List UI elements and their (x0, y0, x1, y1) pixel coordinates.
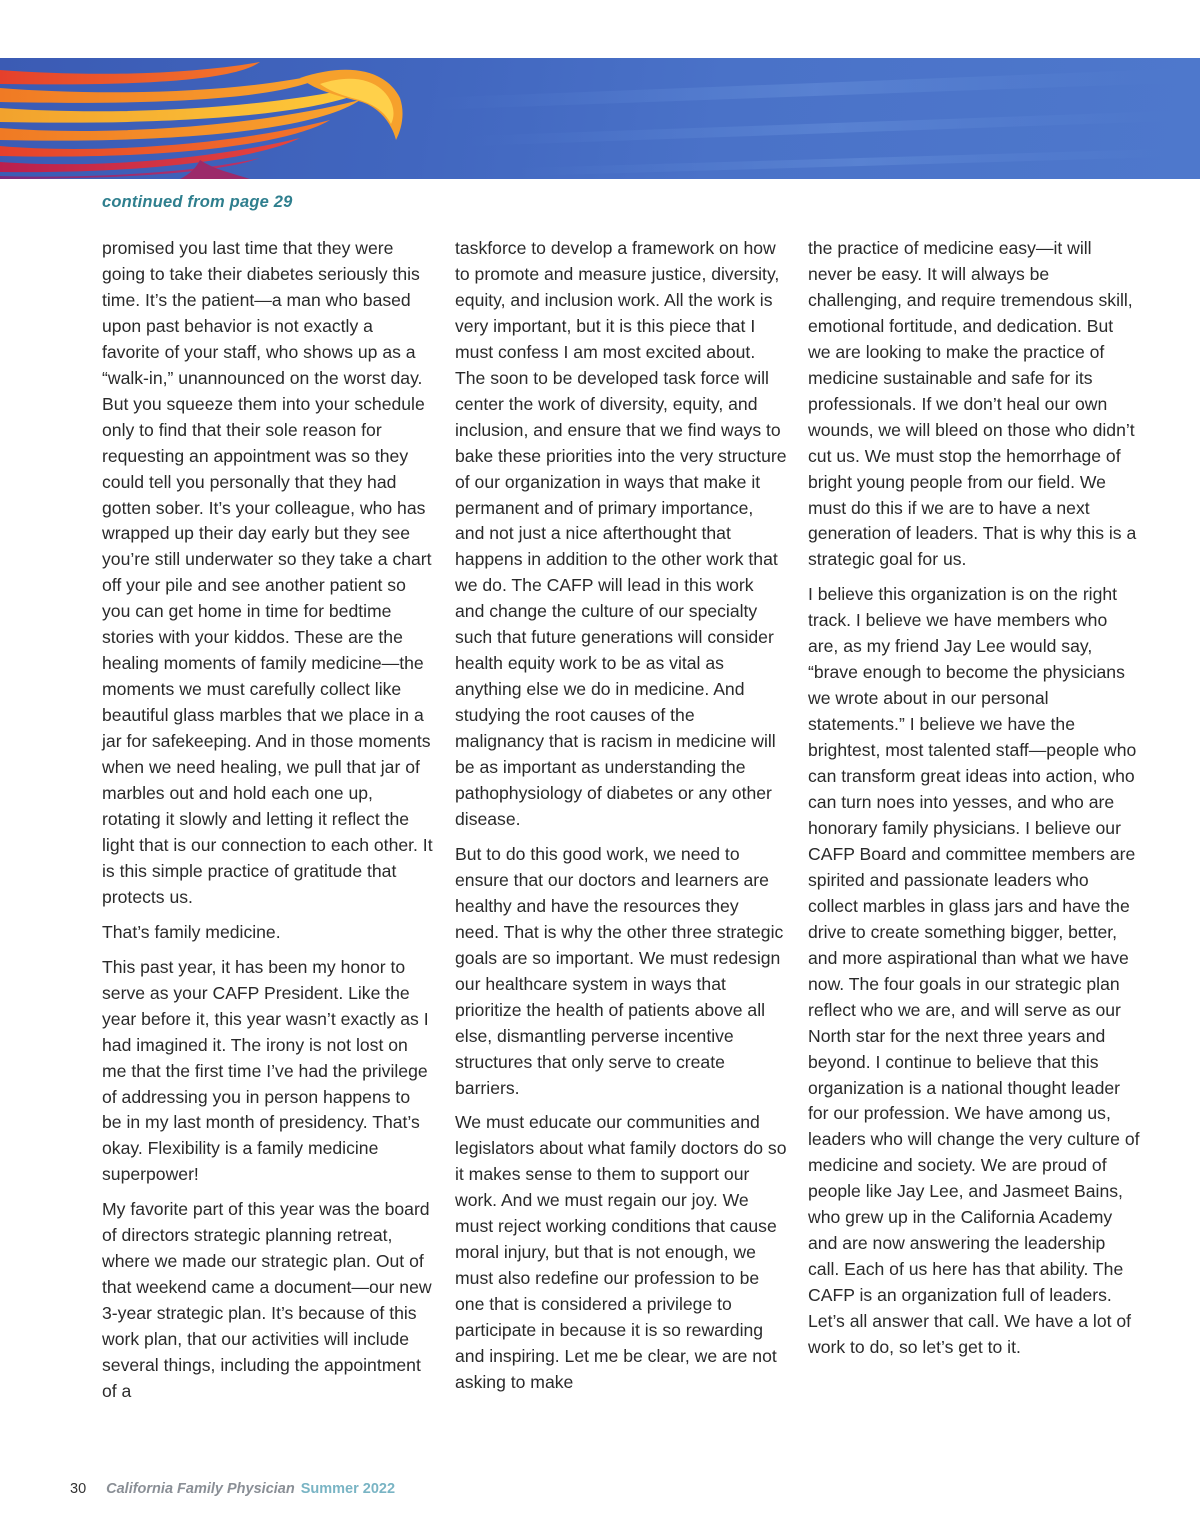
page-footer (70, 1481, 395, 1497)
background-streaks (430, 68, 1200, 176)
paragraph: That’s family medicine. (102, 921, 281, 942)
continued-from-label: continued from page 29 (102, 193, 293, 211)
paragraph: This past year, it has been my honor to serve as your CAFP President. Like the year before it, this year wasn’t exactly as I had imagined it. The irony is not lost on me that the first time I’ve had the privilege of addressing you in person happens to be in my last month of presidency. That’s okay. Flexibility is a family medicine superpower! (102, 956, 429, 1185)
paragraph: the practice of medicine easy—it will never be easy. It will always be challenging, and require tremendous skill, emotional fortitude, and dedication. But we are looking to make the practice of medicine sustainable and safe for its professionals. If we don’t heal our own wounds, we will bleed on those who didn’t cut us. We must stop the hemorrhage of bright young people from our field. We must do this if we are to have a next generation of leaders. That is why this is a strategic goal for us. (808, 238, 1137, 570)
paragraph: promised you last time that they were going to take their diabetes seriously this time. It’s the patient—a man who based upon past behavior is not exactly a favorite of your staff, who shows up as a “walk-in,” unannounced on the worst day. But you squeeze them into your schedule only to find that their sole reason for requesting an appointment was so they could tell you personally that they had gotten sober. It’s your colleague, who has wrapped up their day early but they see you’re still underwater so they take a chart off your pile and see another patient so you can get home in time for bedtime stories with your kiddos. These are the healing moments of family medicine—the moments we must carefully collect like beautiful glass marbles that we place in a jar for safekeeping. And in those moments when we need healing, we pull that jar of marbles out and hold each one up, rotating it slowly and letting it reflect the light that is our connection to each other. It is this simple practice of gratitude that protects us. (102, 238, 433, 907)
magazine-title: California Family Physician (106, 1481, 295, 1497)
paragraph: I believe this organization is on the right track. I believe we have members who are, as my friend Jay Lee would say, “brave enough to become the physicians we wrote about in our personal statements.” I believe we have the brightest, most talented staff—people who can transform great ideas into action, who can turn noes into yesses, and who are honorary family physicians. I believe our CAFP Board and committee members are spirited and passionate leaders who collect marbles in glass jars and have the drive to create something bigger, better, and more aspirational than what we have now. The four goals in our strategic plan reflect who we are, and will serve as our North star for the next three years and beyond. I continue to believe that this organization is a national thought leader for our profession. We have among us, leaders who will change the very culture of medicine and society. We are proud of people like Jay Lee, and Jasmeet Bains, who grew up in the California Academy and are now answering the leadership call. Each of us here has that ability. The CAFP is an organization full of leaders. Let’s all answer that call. We have a lot of work to do, so let’s get to it. (808, 584, 1140, 1358)
paragraph: My favorite part of this year was the board of directors strategic planning retreat, where we made our strategic plan. Out of that weekend came a document—our new 3-year strategic plan. It’s because of this work plan, that our activities will include several things, including the appointment of a (102, 1199, 432, 1401)
article-column-1 (102, 236, 434, 1414)
article-column-3 (808, 236, 1140, 1370)
paragraph: But to do this good work, we need to ensure that our doctors and learners are healthy and have the resources they need. That is why the other three strategic goals are so important. We must redesign our healthcare system in ways that prioritize the health of patients above all else, dismantling perverse incentive structures that only serve to create barriers. (455, 843, 784, 1098)
article-column-2 (455, 236, 787, 1405)
issue-label: Summer 2022 (300, 1481, 396, 1497)
page-number: 30 (70, 1481, 87, 1497)
paragraph: taskforce to develop a framework on how to promote and measure justice, diversity, equity, and inclusion work. All the work is very important, but it is this piece that I must confess I am most excited about. The soon to be developed task force will center the work of diversity, equity, and inclusion, and ensure that we find ways to bake these priorities into the very structure of our organization in ways that make it permanent and of primary importance, and not just a nice afterthought that happens in addition to the other work that we do. The CAFP will lead in this work and change the culture of our specialty such that future generations will consider health equity work to be as vital as anything else we do in medicine. And studying the root causes of the malignancy that is racism in medicine will be as important as understanding the pathophysiology of diabetes or any other disease. (455, 238, 787, 829)
header-banner (0, 58, 1200, 179)
wing-feathers (0, 62, 403, 179)
phoenix-wing-illustration (0, 58, 1200, 179)
paragraph: We must educate our communities and legislators about what family doctors do so it makes sense to them to support our work. And we must regain our joy. We must reject working conditions that cause moral injury, but that is not enough, we must also redefine our profession to be one that is considered a privilege to participate in because it is so rewarding and inspiring. Let me be clear, we are not asking to make (455, 1112, 787, 1392)
